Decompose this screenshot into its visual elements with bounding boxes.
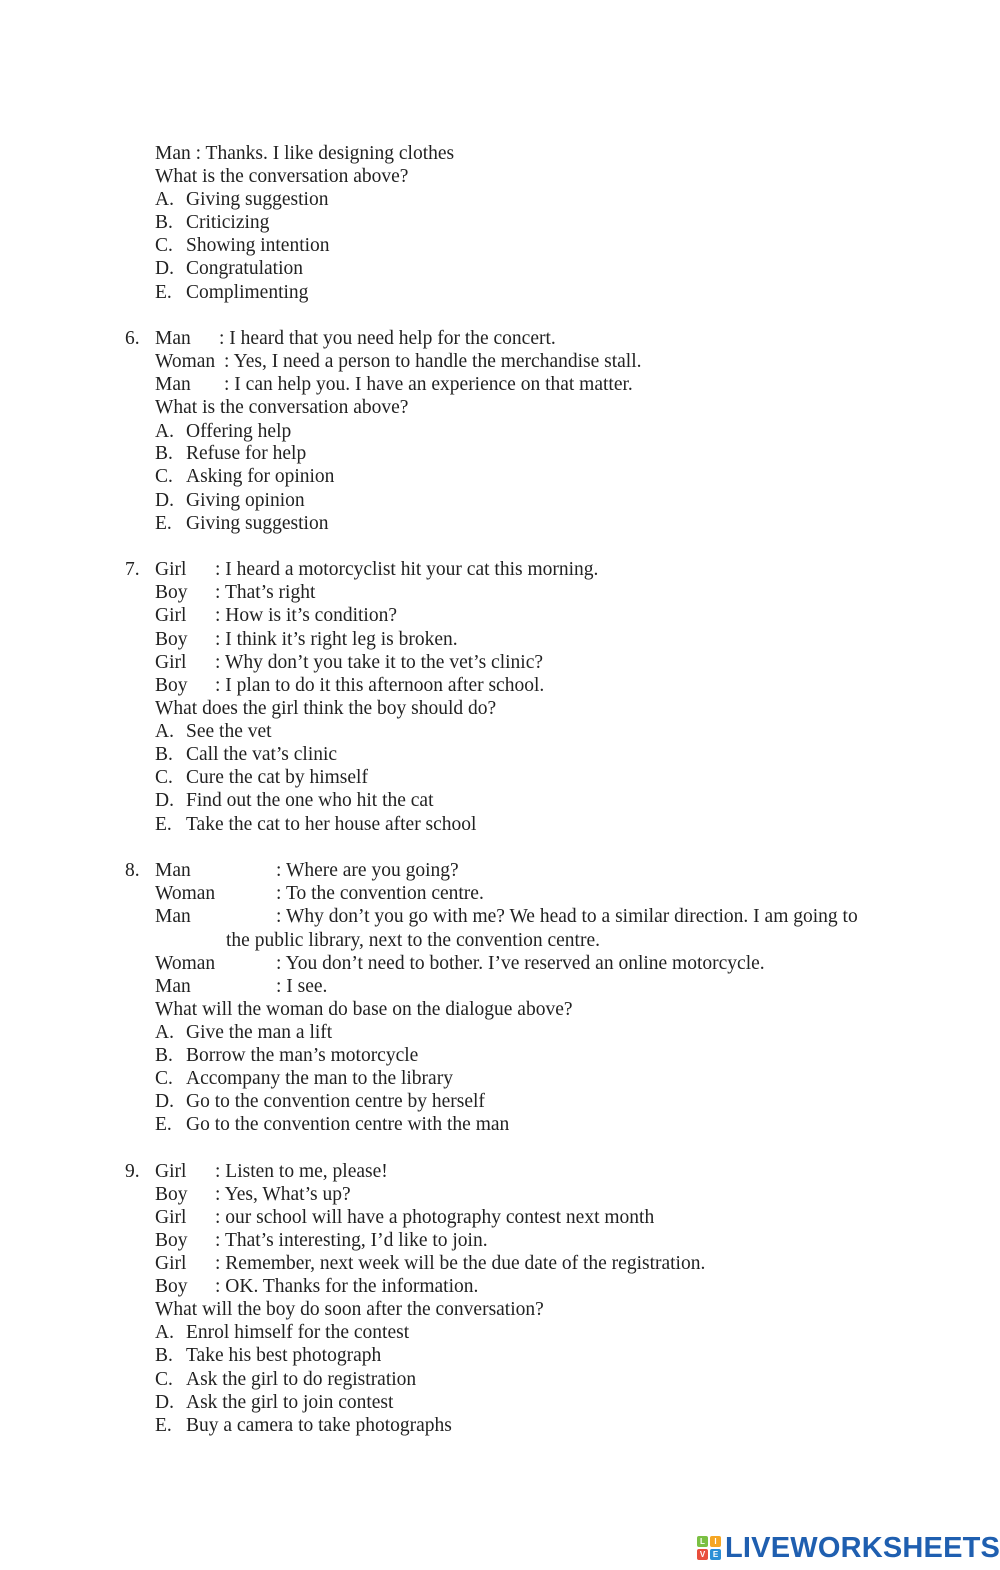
speaker: Boy [155, 629, 188, 650]
utterance: : I heard that you need help for the concert. [219, 328, 556, 349]
utterance: : Yes, What’s up? [215, 1184, 351, 1205]
q9-number: 9. [125, 1161, 140, 1182]
logo-mark-e: E [710, 1549, 721, 1560]
logo-mark-l: L [697, 1536, 708, 1547]
speaker: Girl [155, 1161, 187, 1182]
utterance: : OK. Thanks for the information. [215, 1276, 479, 1297]
q8-number: 8. [125, 860, 140, 881]
speaker: Man [155, 374, 191, 395]
speaker: Man [155, 976, 191, 997]
utterance: : Listen to me, please! [215, 1161, 388, 1182]
q6-question: What is the conversation above? [155, 397, 409, 418]
utterance: the public library, next to the convention centre. [226, 930, 600, 951]
speaker: Girl [155, 1253, 187, 1274]
speaker: Girl [155, 559, 187, 580]
speaker: Woman [155, 953, 216, 974]
speaker: Boy [155, 582, 188, 603]
logo-mark-icon [697, 1536, 721, 1560]
speaker: Boy [155, 1276, 188, 1297]
speaker: Boy [155, 1184, 188, 1205]
liveworksheets-logo [697, 1533, 1000, 1563]
utterance: : I can help you. I have an experience on that matter. [224, 374, 633, 395]
speaker: Boy [155, 1230, 188, 1251]
utterance: : That’s interesting, I’d like to join. [215, 1230, 488, 1251]
speaker: Girl [155, 652, 187, 673]
speaker: Man [155, 860, 191, 881]
utterance: : Remember, next week will be the due date of the registration. [215, 1253, 706, 1274]
q5-dialogue-line: Man : Thanks. I like designing clothes [155, 143, 455, 164]
utterance: : I plan to do it this afternoon after school. [215, 675, 545, 696]
utterance: : I heard a motorcyclist hit your cat this morning. [215, 559, 599, 580]
q8-question: What will the woman do base on the dialogue above? [155, 999, 573, 1020]
utterance: : That’s right [215, 582, 316, 603]
q7-question: What does the girl think the boy should do? [155, 698, 497, 719]
utterance: : I think it’s right leg is broken. [215, 629, 458, 650]
q5-question: What is the conversation above? [155, 166, 409, 187]
speaker: Girl [155, 1207, 187, 1228]
utterance: : To the convention centre. [276, 883, 484, 904]
q9-question: What will the boy do soon after the conversation? [155, 1299, 544, 1320]
speaker: Man [155, 328, 191, 349]
logo-text: LIVEWORKSHEETS [725, 1531, 1000, 1564]
logo-mark-v: V [697, 1549, 708, 1560]
utterance: : Where are you going? [276, 860, 459, 881]
speaker: Woman [155, 883, 216, 904]
utterance: : How is it’s condition? [215, 605, 397, 626]
logo-mark-i: I [710, 1536, 721, 1547]
speaker: Woman [155, 351, 216, 372]
utterance: : Yes, I need a person to handle the merchandise stall. [224, 351, 642, 372]
speaker: Man [155, 906, 191, 927]
q7-number: 7. [125, 559, 140, 580]
utterance: : You don’t need to bother. I’ve reserved an online motorcycle. [276, 953, 765, 974]
utterance: : Why don’t you go with me? We head to a similar direction. I am going to [276, 906, 858, 927]
speaker: Boy [155, 675, 188, 696]
utterance: : I see. [276, 976, 328, 997]
utterance: : Why don’t you take it to the vet’s clinic? [215, 652, 544, 673]
q6-number: 6. [125, 328, 140, 349]
speaker: Girl [155, 605, 187, 626]
utterance: : our school will have a photography contest next month [215, 1207, 655, 1228]
